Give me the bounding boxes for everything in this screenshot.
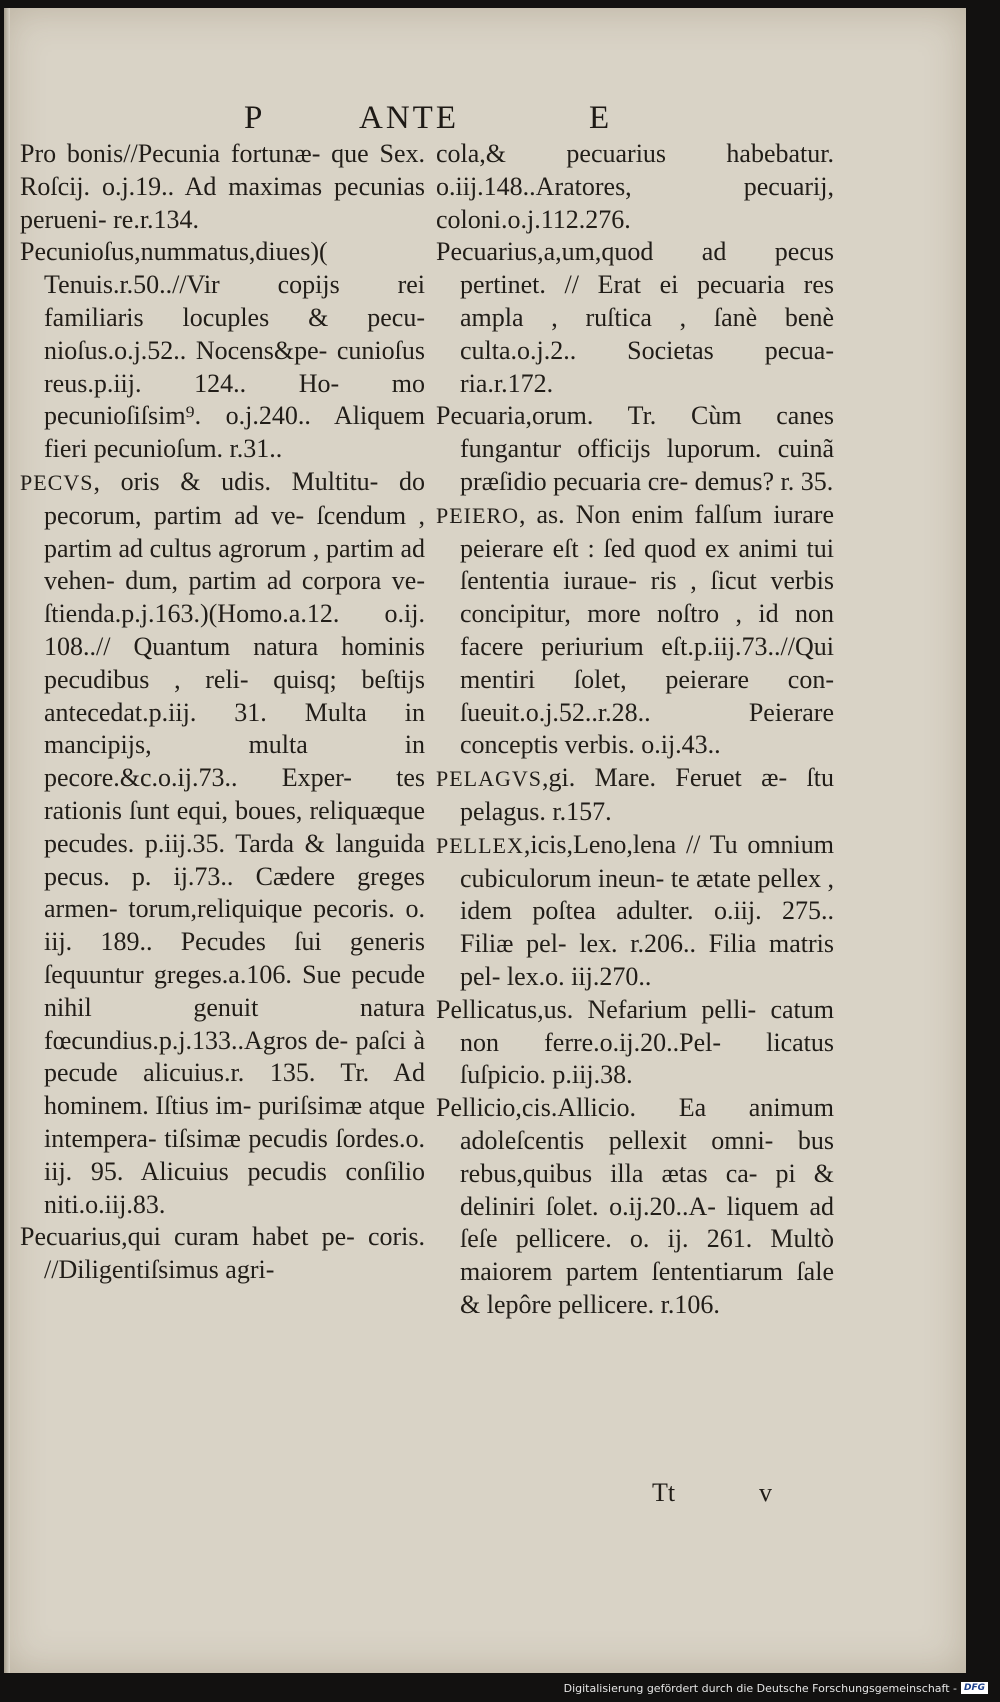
entry-text: , oris & udis. Multitu- do pecorum, partim ad ve- ſcendum , partim ad cultus agrorum , partim ad vehen- dum, partim ad corpora ve- ſtienda.p.j.163.)(Homo.a.12. o.ij. 108..// Quantum natura hominis pecudibus , reli- quisq; beſtijs antecedat.p.iij. 31. Multa in mancipijs, multa in pecore.&c.o.ij.73.. Exper- tes rationis ſunt equi, boues, reliquæque pecudes. p.iij.35. Tarda & languida pecus. p. ij.73.. Cædere greges armen- torum,reliquique pecoris. o. iij. 189.. Pecudes ſui generis ſequuntur greges.a.106. Sue pecude nihil genuit natura fœcundius.p.j.133..Agros de- paſci à pecude alicuius.r. 135. Tr. Ad hominem. Iſtius im- puriſsimæ atque intempera- tiſsimæ pecudis ſordes.o. iij. 95. Alicuius pecudis conſilio niti.o.iij.83. (44, 466, 425, 1219)
entry-text: ,icis,Leno,lena // Tu omnium cubiculorum ineun- te ætate pellex , idem poſtea adulter. o.iij. 275.. Filiæ pel- lex. r.206.. Filia matris pel- lex.o. iij.270.. (460, 829, 834, 991)
entry-text: ,gi. Mare. Feruet æ- ſtu pelagus. r.157. (460, 763, 834, 826)
dictionary-entry (436, 1092, 834, 1322)
entry-text: Pellicatus,us. Nefarium pelli- catum non ferre.o.ij.20..Pel- licatus ſuſpicio. p.iij.38. (436, 994, 834, 1090)
entry-headword: PECVS (20, 469, 94, 495)
dictionary-entry (436, 499, 834, 762)
header-left-letter: P (244, 100, 266, 136)
entry-text: Pellicio,cis.Allicio. Ea animum adoleſcentis pellexit omni- bus rebus,quibus illa ætas ca- pi & deliniri ſolet. o.ij.20..A- liquem ad ſeſe pellicere. o. ij. 261. Multò maiorem partem ſententiarum ſale & lepôre pellicere. r.106. (436, 1093, 834, 1319)
left-column (20, 138, 425, 1287)
dictionary-entry (436, 994, 834, 1092)
dictionary-entry (20, 1221, 425, 1287)
catchword (652, 1478, 772, 1508)
entry-headword: PELLEX (436, 832, 524, 858)
entry-text: Pecuarius,qui curam habet pe- coris. //Diligentiſsimus agri- (20, 1222, 425, 1285)
header-center-word: ANTE (359, 100, 459, 136)
catchword-suffix: v (759, 1478, 772, 1507)
dictionary-entry (20, 466, 425, 1221)
dictionary-entry (20, 138, 425, 236)
entry-text: Pecuaria,orum. Tr. Cùm canes fungantur officijs luporum. cuinã præſidio pecuaria cre- demus? r. 35. (436, 401, 834, 496)
right-column (436, 138, 834, 1322)
dictionary-entry (436, 400, 834, 498)
entry-headword: PEIERO (436, 502, 519, 528)
dictionary-entry (436, 829, 834, 994)
signature-mark: Tt (652, 1478, 676, 1507)
entry-headword: PELAGVS (436, 766, 543, 792)
digitization-footer (0, 1674, 1000, 1702)
footer-credit: Digitalisierung gefördert durch die Deutsche Forschungsgemeinschaft - (563, 1681, 957, 1695)
page-edge-shadow (4, 8, 10, 1673)
book-page (4, 8, 966, 1673)
dictionary-entry (436, 762, 834, 829)
dictionary-entry (20, 236, 425, 466)
dictionary-entry (436, 138, 834, 236)
running-header (4, 100, 966, 140)
entry-text: cola,& pecuarius habebatur. o.iij.148..Aratores, pecuarij, coloni.o.j.112.276. (436, 139, 834, 234)
entry-text: Pro bonis//Pecunia fortunæ- que Sex. Roſcij. o.j.19.. Ad maximas pecunias perueni- re.r.134. (20, 139, 425, 234)
entry-text: , as. Non enim falſum iurare peierare eſt : ſed quod ex animi tui ſententia iuraue- ris , ſicut verbis concipitur, more noſtro , id non facere periurium eſt.p.iij.73..//Qui mentiri ſolet, peierare con- ſueuit.o.j.52..r.28.. Peierare conceptis verbis. o.ij.43.. (460, 499, 834, 760)
entry-text: Pecuarius,a,um,quod ad pecus pertinet. // Erat ei pecuaria res ampla , ruſtica , ſanè benè culta.o.j.2.. Societas pecua- ria.r.172. (436, 237, 834, 398)
dictionary-entry (436, 236, 834, 400)
header-right-letter: E (589, 100, 613, 136)
dfg-logo: DFG (961, 1682, 988, 1694)
entry-text: Pecunioſus,nummatus,diues)( Tenuis.r.50..//Vir copijs rei familiaris locuples & pecu- nioſus.o.j.52.. Nocens&pe- cunioſus reus.p.iij. 124.. Ho- mo pecunioſiſsim⁹. o.j.240.. Aliquem fieri pecunioſum. r.31.. (20, 237, 425, 464)
